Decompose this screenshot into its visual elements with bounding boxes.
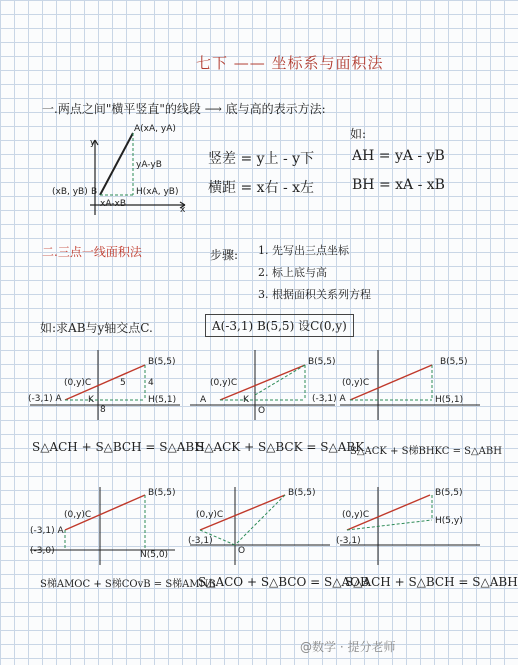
d3-label-a: (-3,1) A: [312, 394, 346, 404]
d3-formula: S△ACK + S梯BHKC = S△ABH: [350, 446, 502, 457]
d2-label-c: (0,y)C: [210, 378, 238, 388]
step-3: 3. 根据面积关系列方程: [258, 288, 371, 301]
section2-heading: 二.三点一线面积法: [42, 245, 142, 259]
d1-label-h: H(5,1): [148, 395, 177, 405]
example-label: 如:: [350, 127, 367, 141]
example-prompt: 如:求AB与y轴交点C.: [40, 321, 153, 335]
d2-label-a: A: [200, 395, 207, 405]
d4-formula: S梯AMOC + S梯COvB = S梯AMNB: [40, 579, 216, 590]
d4-label-b: B(5,5): [148, 488, 176, 498]
example-box: A(-3,1) B(5,5) 设C(0,y): [205, 314, 354, 337]
d4-label-m: (-3,0): [30, 546, 55, 556]
d1-label-c: (0,y)C: [64, 378, 92, 388]
d6-formula: S△ACH + S△BCH = S△ABH: [345, 575, 518, 589]
step-1: 1. 先写出三点坐标: [258, 244, 349, 257]
d3-label-c: (0,y)C: [342, 378, 370, 388]
d5-label-b: B(5,5): [288, 488, 316, 498]
d1-label-k: K: [88, 395, 94, 405]
d3-label-b: B(5,5): [440, 357, 468, 367]
example-bh: BH = xA - xB: [352, 177, 445, 193]
label-seg-horizontal: xA-xB: [100, 199, 127, 209]
d6-label-b: B(5,5): [435, 488, 463, 498]
d4-label-n: N(5,0): [140, 550, 169, 560]
step-2: 2. 标上底与高: [258, 266, 327, 279]
d6-label-c: (0,y)C: [342, 510, 370, 520]
label-point-b: B: [91, 187, 98, 197]
label-y: y: [90, 138, 96, 148]
label-point-a: A(xA, yA): [134, 124, 176, 134]
section1-heading: 一.两点之间"横平竖直"的线段 ⟶ 底与高的表示方法:: [42, 102, 326, 116]
d1-label-8: 8: [100, 405, 106, 415]
d2-label-k: K: [243, 395, 249, 405]
d6-label-h: H(5,y): [435, 516, 463, 526]
label-point-h: H(xA, yB): [136, 187, 179, 197]
steps-label: 步骤:: [210, 248, 239, 262]
formula-horizontal: 横距 = x右 - x左: [208, 180, 315, 196]
d5-formula: S△ACO + S△BCO = S△AOB: [198, 575, 369, 589]
d1-formula: S△ACH + S△BCH = S△ABH: [32, 440, 205, 454]
segment-ab: [100, 133, 133, 195]
d4-label-a: (-3,1) A: [30, 526, 64, 536]
d5-label-a: (-3,1): [188, 536, 213, 546]
d1-label-4: 4: [148, 378, 154, 388]
watermark: @数学 · 提分老师: [300, 640, 396, 654]
page-title: 七下 —— 坐标系与面积法: [196, 54, 384, 72]
d2-formula: S△ACK + S△BCK = S△ABK: [196, 440, 365, 454]
d6-label-a: (-3,1): [336, 536, 361, 546]
d5-label-c: (0,y)C: [196, 510, 224, 520]
d1-label-a: (-3,1) A: [28, 394, 62, 404]
d1-label-b: B(5,5): [148, 357, 176, 367]
label-point-b-coords: (xB, yB): [52, 187, 88, 197]
d1-label-5: 5: [120, 378, 126, 388]
example-ah: AH = yA - yB: [352, 148, 445, 164]
label-seg-vertical: yA-yB: [136, 160, 162, 170]
d2-label-b: B(5,5): [308, 357, 336, 367]
d5-label-o: O: [238, 546, 246, 556]
d3-label-h: H(5,1): [435, 395, 464, 405]
d2-label-o: O: [258, 406, 266, 416]
formula-vertical: 竖差 = y上 - y下: [208, 151, 315, 167]
d4-label-c: (0,y)C: [64, 510, 92, 520]
label-x: x: [180, 205, 186, 215]
